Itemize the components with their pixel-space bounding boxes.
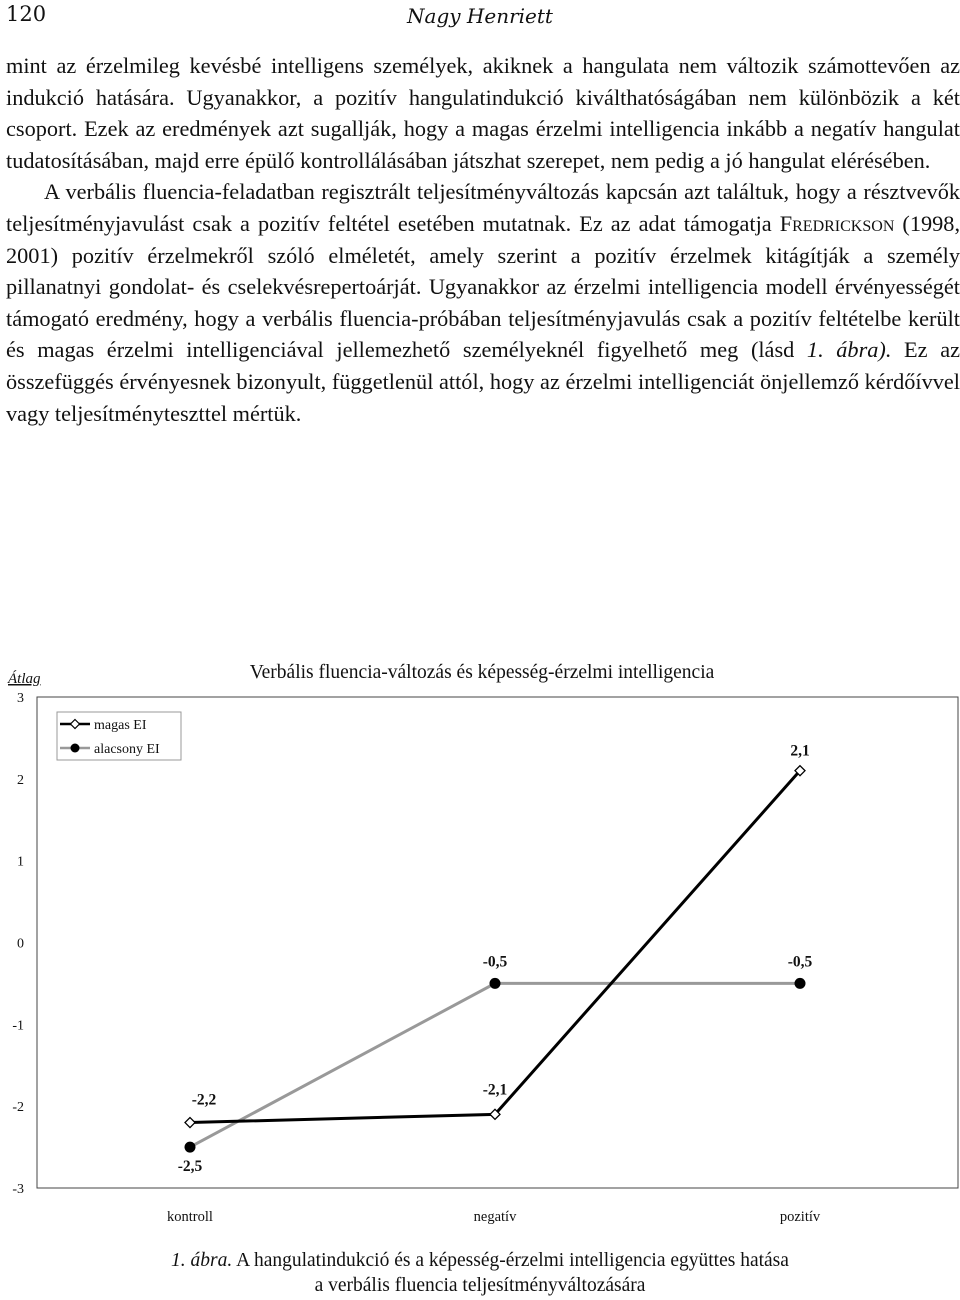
data-label: -2,1: [482, 1081, 508, 1099]
data-label: -0,5: [787, 953, 813, 971]
figure-chart: [0, 650, 960, 1230]
series-line-magas-ei: [190, 771, 800, 1123]
data-point-magas-ei: [185, 1118, 195, 1128]
y-tick-label: -3: [12, 1182, 24, 1197]
y-tick-label: 1: [17, 854, 24, 870]
page-number: 120: [6, 2, 47, 26]
legend-label: magas EI: [94, 718, 147, 733]
paragraph-2-part-b: (1998, 2001) pozitív érzelmekről szóló elméletét, amely szerint a pozitív érzelmek kitágítják a személy pillanatnyi gondolat- és cselekvésrepertoárját. Ugyanakkor az érzelmi intelligencia modell érvényességét támogató eredmény, hogy a verbális fluencia-próbában teljesítményjavulás csak a pozitív feltételbe került és magas érzelmi intelligenciával jellemezhető személyeknél figyelhető meg (lásd: [6, 210, 960, 363]
y-tick-label: 0: [17, 936, 24, 952]
y-tick-label: -2: [12, 1100, 24, 1116]
figure-caption: [0, 1248, 960, 1298]
page-header: [0, 0, 960, 34]
cited-author: Fredrickson: [779, 210, 895, 236]
data-point-alacsony-ei: [795, 978, 806, 989]
y-tick-label: -1: [12, 1018, 24, 1034]
figure-reference: 1. ábra).: [806, 337, 892, 363]
paragraph-1: mint az érzelmileg kevésbé intelligens személyek, akiknek a hangulata nem változik számottevően az indukció hatására. Ugyanakkor, a pozitív hangulatindukció kiválthatóságában nem különbözik a két csoport. Ezek az eredmények azt sugallják, hogy a magas érzelmi intelligencia inkább a negatív hangulat tudatosításában, majd erre épülő kontrollálásában játszhat szerepet, nem pedig a jó hangulat elérésében.: [6, 53, 960, 173]
y-tick-label: 2: [17, 772, 24, 788]
y-axis-label: Átlag: [8, 671, 41, 687]
figure-label: 1. ábra.: [171, 1250, 233, 1271]
y-tick-label: 3: [17, 691, 24, 706]
caption-text-1: A hangulatindukció és a képesség-érzelmi intelligencia együttes hatása: [236, 1250, 789, 1271]
data-point-alacsony-ei: [490, 978, 501, 989]
x-tick-label: negatív: [473, 1209, 517, 1225]
caption-text-2: a verbális fluencia teljesítményváltozására: [314, 1275, 646, 1296]
x-tick-label: pozitív: [779, 1209, 821, 1225]
series-line-alacsony-ei: [190, 983, 800, 1147]
legend-marker: [71, 744, 80, 753]
data-label: 2,1: [790, 742, 810, 760]
paragraph-2-part-c: Ez az összefüggés érvényesnek bizonyult, függetlenül attól, hogy az érzelmi intelligenciát önjellemző kérdőívvel vagy teljesítményteszttel mértük.: [6, 337, 960, 426]
paragraph-2-part-a: A verbális fluencia-feladatban regisztrált teljesítményváltozás kapcsán azt találtuk, hogy a résztvevők teljesítményjavulást csak a pozitív feltétel esetében mutatnak. Ez az adat támogatja: [6, 179, 960, 236]
data-label: -0,5: [482, 953, 508, 971]
running-head-author: Nagy Henriett: [407, 4, 553, 28]
x-tick-label: kontroll: [167, 1209, 213, 1225]
caption-line-1: [0, 1248, 960, 1273]
data-point-alacsony-ei: [185, 1142, 196, 1153]
data-label: -2,2: [191, 1091, 217, 1109]
data-label: -2,5: [177, 1158, 203, 1176]
legend-label: alacsony EI: [94, 742, 160, 757]
chart-title: Verbális fluencia-változás és képesség-érzelmi intelligencia: [249, 662, 715, 683]
body-text: [6, 50, 960, 429]
paragraph-2: [6, 176, 960, 429]
line-chart: [0, 650, 960, 1230]
